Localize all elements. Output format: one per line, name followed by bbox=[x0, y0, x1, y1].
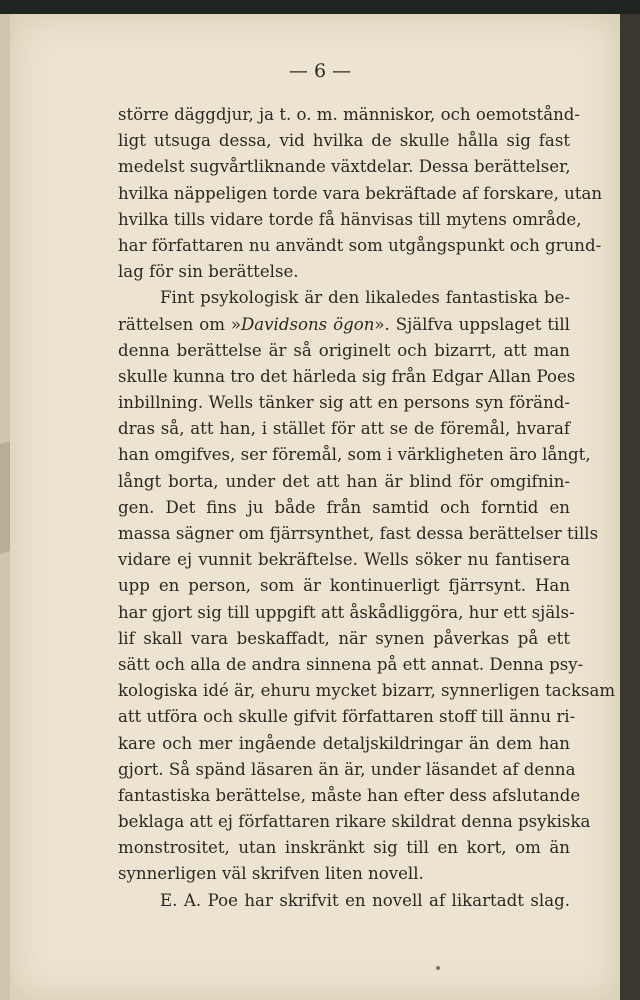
page-number: — 6 — bbox=[288, 60, 352, 82]
text-line: hvilka näppeligen torde vara bekräftade af forskare, utan bbox=[118, 183, 603, 203]
text-line: sätt och alla de andra sinnena på ett annat. Denna psy- bbox=[118, 654, 584, 674]
text-line: har författaren nu användt som utgångspunkt och grund- bbox=[118, 235, 602, 255]
text-line: lag för sin berättelse. bbox=[118, 262, 299, 282]
text-line: hvilka tills vidare torde få hänvisas till mytens område, bbox=[118, 209, 582, 229]
text-line: dras så, att han, i stället för att se de föremål, hvaraf bbox=[118, 419, 570, 439]
text-line: massa sägner om fjärrsynthet, fast dessa berättelser tills bbox=[118, 524, 599, 543]
text-line: han omgifves, ser föremål, som i värkligheten äro långt, bbox=[118, 445, 591, 465]
text-line: vidare ej vunnit bekräftelse. Wells söker nu fantisera bbox=[118, 550, 570, 570]
body-text bbox=[118, 102, 616, 914]
text-line: beklaga att ej författaren rikare skildrat denna psykiska bbox=[118, 812, 591, 832]
text-line: medelst sugvårtliknande växtdelar. Dessa berättelser, bbox=[118, 157, 571, 177]
book-right-edge bbox=[620, 14, 640, 1000]
text-line: att utföra och skulle gifvit författaren stoff till ännu ri- bbox=[118, 707, 576, 727]
text-line: fantastiska berättelse, måste han efter dess afslutande bbox=[118, 785, 581, 805]
text-line: upp en person, som är kontinuerligt fjärrsynt. Han bbox=[118, 576, 570, 596]
text-line: inbillning. Wells tänker sig att en persons syn föränd- bbox=[118, 393, 570, 413]
text-line: större däggdjur, ja t. o. m. människor, och oemotstånd- bbox=[118, 105, 581, 124]
text-line: har gjort sig till uppgift att åskådliggöra, hur ett själs- bbox=[118, 602, 575, 622]
text-line: ligt utsuga dessa, vid hvilka de skulle hålla sig fast bbox=[118, 131, 570, 151]
text-line: Fint psykologisk är den likaledes fantastiska be- bbox=[160, 288, 570, 308]
text-line: kare och mer ingående detaljskildringar än dem han bbox=[118, 733, 570, 753]
text-line: denna berättelse är så originelt och bizarrt, att man bbox=[118, 340, 570, 360]
text-segment: rättelsen om » bbox=[118, 314, 241, 334]
text-line: skulle kunna tro det härleda sig från Edgar Allan Poes bbox=[118, 366, 576, 386]
text-line: synnerligen väl skrifven liten novell. bbox=[118, 864, 424, 884]
text-line-mixed bbox=[118, 312, 570, 338]
italic-title: Davidsons ögon bbox=[240, 314, 375, 334]
text-line: E. A. Poe har skrifvit en novell af likartadt slag. bbox=[160, 890, 570, 910]
text-line: lif skall vara beskaffadt, när synen påverkas på ett bbox=[118, 628, 570, 648]
text-line: kologiska idé är, ehuru mycket bizarr, synnerligen tacksam bbox=[118, 681, 616, 701]
text-line: monstrositet, utan inskränkt sig till en kort, om än bbox=[118, 838, 570, 858]
text-line: gen. Det fins ju både från samtid och forntid en bbox=[118, 497, 570, 517]
text-line: långt borta, under det att han är blind för omgifnin- bbox=[118, 471, 570, 491]
text-line: gjort. Så spänd läsaren än är, under läsandet af denna bbox=[118, 759, 576, 779]
text-segment: ». Själfva uppslaget till bbox=[374, 314, 570, 334]
paper-speck bbox=[436, 966, 440, 970]
